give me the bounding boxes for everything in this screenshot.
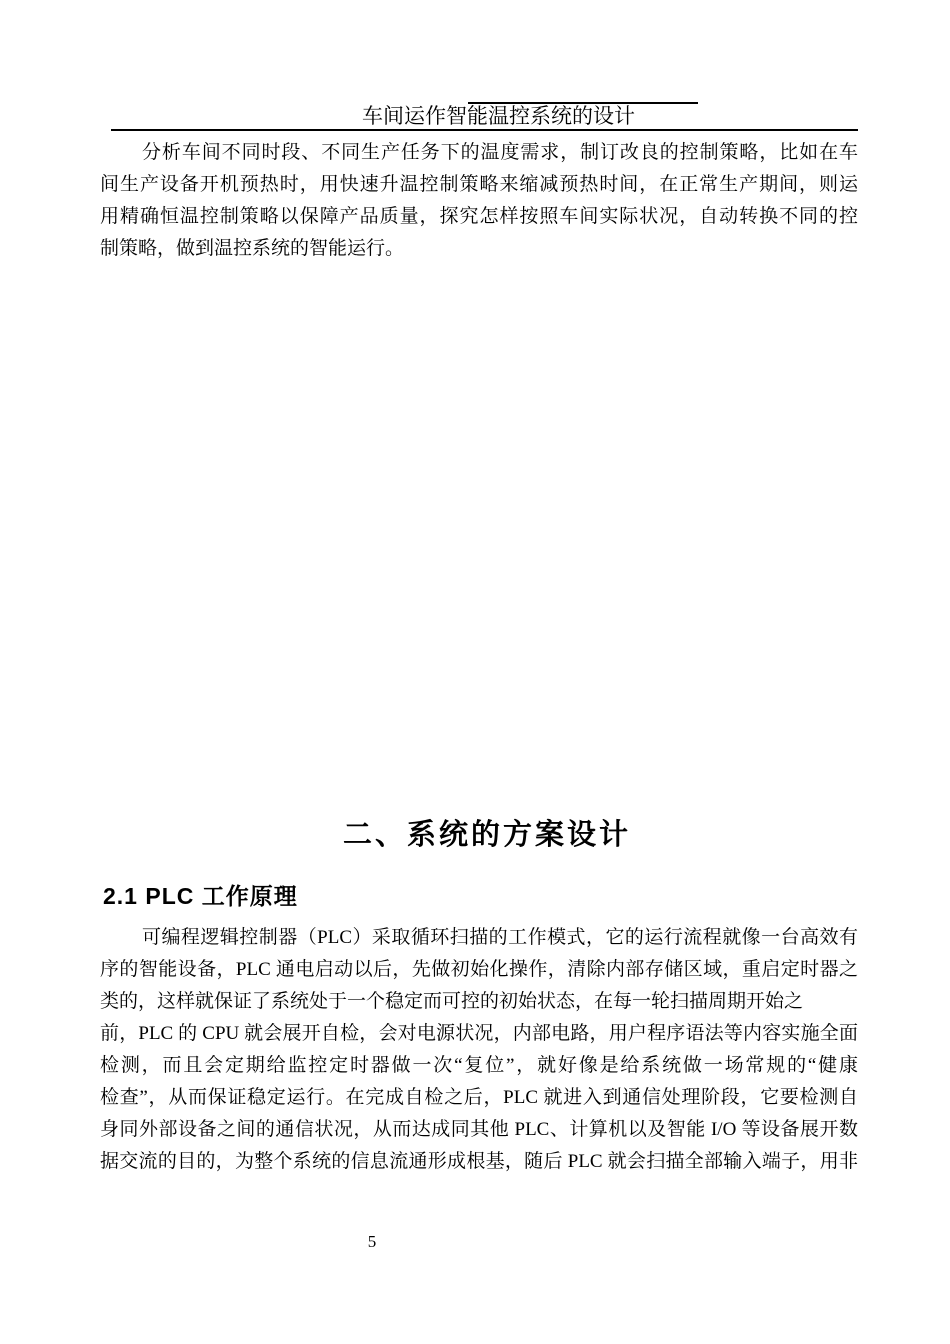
paragraph-line: 类的，这样就保证了系统处于一个稳定而可控的初始状态，在每一轮扫描周期开始之 bbox=[100, 991, 804, 1012]
intro-paragraph bbox=[100, 137, 858, 265]
paragraph-line: 据交流的目的，为整个系统的信息流通形成根基，随后 PLC 就会扫描全部输入端子，用非 bbox=[100, 1151, 858, 1172]
paragraph-line: 身同外部设备之间的通信状况，从而达成同其他 PLC、计算机以及智能 I/O 等设备展开数 bbox=[100, 1119, 858, 1140]
paragraph-line: 用精确恒温控制策略以保障产品质量，探究怎样按照车间实际状况，自动转换不同的控 bbox=[100, 206, 858, 227]
section-heading: 2.1 PLC 工作原理 bbox=[103, 883, 298, 909]
chapter-heading: 二、系统的方案设计 bbox=[342, 819, 631, 851]
paragraph-line: 制策略，做到温控系统的智能运行。 bbox=[100, 238, 405, 259]
paragraph-line: 序的智能设备，PLC 通电启动以后，先做初始化操作，清除内部存储区域，重启定时器之 bbox=[100, 959, 858, 980]
paragraph-line: 前，PLC 的 CPU 就会展开自检，会对电源状况，内部电路，用户程序语法等内容实施全面 bbox=[100, 1023, 858, 1044]
plc-principle-paragraph bbox=[100, 922, 858, 1178]
header-title: 车间运作智能温控系统的设计 bbox=[362, 104, 635, 128]
paragraph-line: 检测，而且会定期给监控定时器做一次“复位”，就好像是给系统做一场常规的“健康 bbox=[100, 1055, 858, 1076]
paragraph-line: 间生产设备开机预热时，用快速升温控制策略来缩减预热时间，在正常生产期间，则运 bbox=[100, 174, 858, 195]
paragraph-line: 分析车间不同时段、不同生产任务下的温度需求，制订改良的控制策略，比如在车 bbox=[142, 142, 858, 163]
header-rule bbox=[111, 129, 858, 131]
paragraph-line: 可编程逻辑控制器（PLC）采取循环扫描的工作模式，它的运行流程就像一台高效有 bbox=[142, 927, 858, 948]
paragraph-line: 检查”，从而保证稳定运行。在完成自检之后，PLC 就进入到通信处理阶段，它要检测自 bbox=[100, 1087, 858, 1108]
page-number: 5 bbox=[367, 1232, 377, 1251]
